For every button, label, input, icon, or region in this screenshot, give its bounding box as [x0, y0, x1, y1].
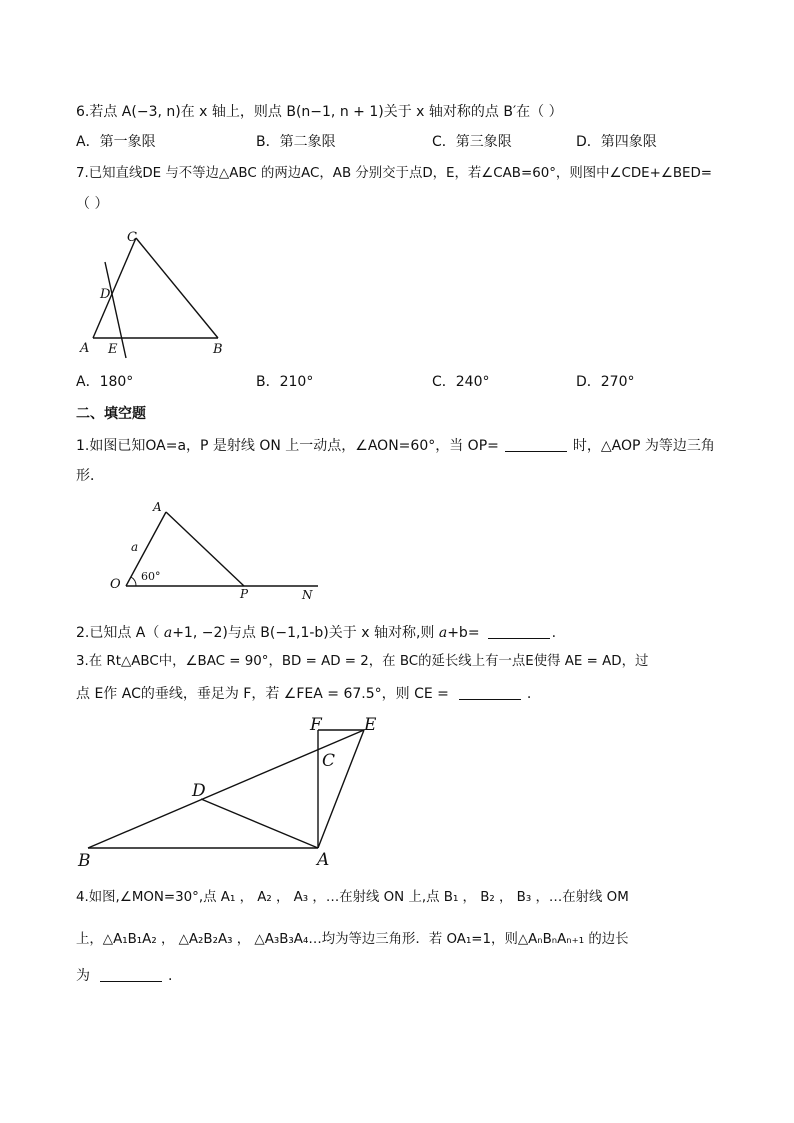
f3-label-e: E — [364, 715, 377, 735]
fill-2-answer-blank[interactable] — [488, 624, 550, 639]
q7-side-cb — [136, 238, 218, 338]
question-7-text: 7.已知直线DE 与不等边△ABC 的两边AC，AB 分别交于点D，E，若∠CAB=60°，则图中∠CDE+∠BED= — [76, 166, 713, 181]
fill-3-answer-blank[interactable] — [459, 685, 521, 700]
fill-3-text-part1: 点 E作 AC的垂线，垂足为 F，若 ∠FEA = 67.5°，则 CE = — [76, 686, 449, 702]
fill-4-text-line2: 上，△A₁B₁A₂ ， △A₂B₂A₃ ， △A₃B₃A₄…均为等边三角形．若 OA₁=1，则△AₙBₙAₙ₊₁ 的边长 — [76, 932, 629, 947]
q7-option-b: B．210° — [256, 374, 314, 390]
fill-2-text — [76, 624, 556, 642]
question-7-bracket: （ ） — [76, 196, 109, 212]
fill-1-figure — [106, 500, 326, 604]
f3-label-d: D — [192, 781, 206, 801]
f3-label-a: A — [317, 850, 330, 870]
section-title: 二、填空题 — [76, 406, 146, 422]
fill-2-text-part-c: +1, −2)与点 B(−1,1-b)关于 x 轴对称,则 — [172, 625, 439, 641]
f1-side-ap — [166, 512, 244, 586]
f1-label-angle: 60° — [141, 570, 161, 583]
fill-2-var-a2: a — [438, 625, 448, 641]
fill-2-text-part-a: 2.已知点 A（ — [76, 625, 164, 641]
q7-label-c: C — [127, 230, 137, 245]
fill-1-text-part1: 1.如图已知OA=a，P 是射线 ON 上一动点，∠AON=60°，当 OP= — [76, 438, 499, 454]
f3-segment-da — [201, 799, 318, 848]
q6-option-a: A．第一象限 — [76, 134, 156, 150]
q6-option-c: C．第三象限 — [432, 134, 512, 150]
fill-1-text-line2: 形． — [76, 468, 104, 484]
q7-option-a: A．180° — [76, 374, 134, 390]
q6-option-b: B．第二象限 — [256, 134, 336, 150]
fill-4-text-part1: 为 — [76, 968, 90, 984]
fill-4-text-line1: 4.如图,∠MON=30°,点 A₁ ， A₂ ， A₃ ，…在射线 ON 上,点 B₁ ， B₂ ， B₃ ，…在射线 OM — [76, 890, 629, 905]
fill-2-text-part-e: +b= — [447, 625, 480, 641]
fill-4-text-part2: . — [168, 968, 173, 984]
f1-label-a: A — [153, 500, 162, 514]
fill-4-answer-blank[interactable] — [100, 967, 162, 982]
q7-label-b: B — [213, 342, 223, 357]
fill-2-var-a: a — [163, 625, 173, 641]
f3-label-f: F — [310, 715, 322, 735]
f1-angle-arc — [131, 577, 136, 586]
f1-label-n: N — [302, 588, 313, 602]
fill-4-text-line3 — [76, 967, 172, 985]
f3-label-b: B — [78, 851, 91, 871]
fill-3-figure — [74, 712, 394, 872]
q7-triangle-figure — [76, 226, 236, 366]
f1-label-a-side: a — [131, 540, 139, 554]
q7-label-a: A — [80, 341, 90, 356]
fill-1-text-line1 — [76, 437, 715, 455]
q7-label-e: E — [108, 342, 118, 357]
fill-1-text-part2: 时，△AOP 为等边三角 — [572, 438, 715, 454]
fill-3-text-line1: 3.在 Rt△ABC中，∠BAC = 90°，BD = AD = 2，在 BC的延长线上有一点E使得 AE = AD，过 — [76, 654, 649, 669]
f1-label-p: P — [240, 587, 249, 601]
fill-3-text-line2 — [76, 685, 531, 703]
q7-option-c: C．240° — [432, 374, 490, 390]
f3-line-be — [88, 730, 364, 848]
f3-segment-ea — [318, 730, 364, 848]
f1-label-o: O — [110, 577, 121, 592]
question-6-text: 6.若点 A(−3, n)在 x 轴上，则点 B(n−1, n + 1)关于 x 轴对称的点 B′在（ ） — [76, 104, 563, 120]
q7-option-d: D．270° — [576, 374, 635, 390]
fill-1-answer-blank[interactable] — [505, 437, 567, 452]
fill-3-text-part2: . — [526, 686, 532, 702]
q7-label-d: D — [100, 287, 111, 302]
q6-option-d: D．第四象限 — [576, 134, 657, 150]
fill-2-text-part-f: . — [551, 625, 557, 641]
f3-label-c: C — [322, 751, 336, 771]
